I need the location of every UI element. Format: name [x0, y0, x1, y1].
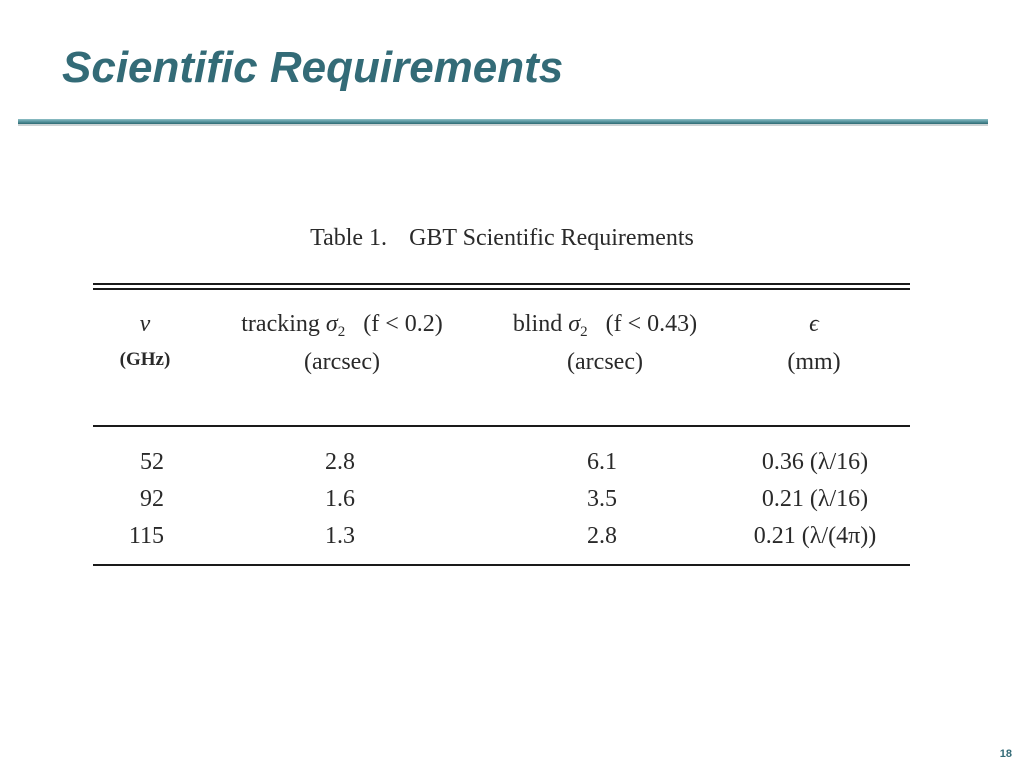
header-epsilon-unit: (mm) [787, 349, 841, 375]
cell-tracking: 1.6 [325, 486, 355, 512]
header-blind-subscript: 2 [580, 324, 588, 340]
header-tracking-subscript: 2 [337, 324, 346, 340]
header-blind-condition: (f < 0.43) [605, 311, 698, 337]
table-top-rule-double [93, 288, 910, 290]
table-row [0, 524, 1024, 562]
header-tracking-unit: (arcsec) [304, 349, 380, 375]
header-blind [486, 311, 724, 340]
header-tracking-symbol: σ [325, 311, 338, 337]
cell-blind: 6.1 [587, 449, 617, 475]
header-blind-unit: (arcsec) [567, 349, 643, 375]
cell-blind: 2.8 [587, 523, 617, 549]
title-divider-shadow [18, 124, 988, 126]
cell-frequency: 52 [140, 449, 164, 475]
header-blind-symbol: σ [568, 311, 581, 337]
table-row [0, 487, 1024, 525]
header-blind-prefix: blind [512, 311, 569, 337]
page-number: 18 [999, 748, 1012, 760]
table-caption-text: GBT Scientific Requirements [409, 225, 694, 251]
cell-epsilon: 0.21 (λ/(4π)) [753, 523, 877, 549]
header-tracking [210, 311, 474, 340]
table-caption-label: Table 1. [310, 225, 388, 251]
table-header-rule [93, 425, 910, 427]
slide-title: Scientific Requirements [62, 43, 564, 92]
header-nu-unit: (GHz) [119, 349, 171, 370]
header-epsilon-symbol: ϵ [809, 311, 819, 337]
header-tracking-condition: (f < 0.2) [363, 311, 443, 337]
header-nu-symbol: ν [139, 311, 151, 337]
table-row [0, 450, 1024, 488]
cell-epsilon: 0.21 (λ/16) [761, 486, 869, 512]
cell-tracking: 2.8 [325, 449, 355, 475]
cell-epsilon: 0.36 (λ/16) [761, 449, 869, 475]
table-caption [0, 225, 1004, 252]
table-bottom-rule [93, 564, 910, 566]
cell-frequency: 92 [140, 486, 164, 512]
cell-tracking: 1.3 [325, 523, 355, 549]
cell-frequency: 115 [128, 523, 164, 549]
header-tracking-prefix: tracking [241, 311, 326, 337]
cell-blind: 3.5 [587, 486, 617, 512]
table-top-rule [93, 283, 910, 285]
